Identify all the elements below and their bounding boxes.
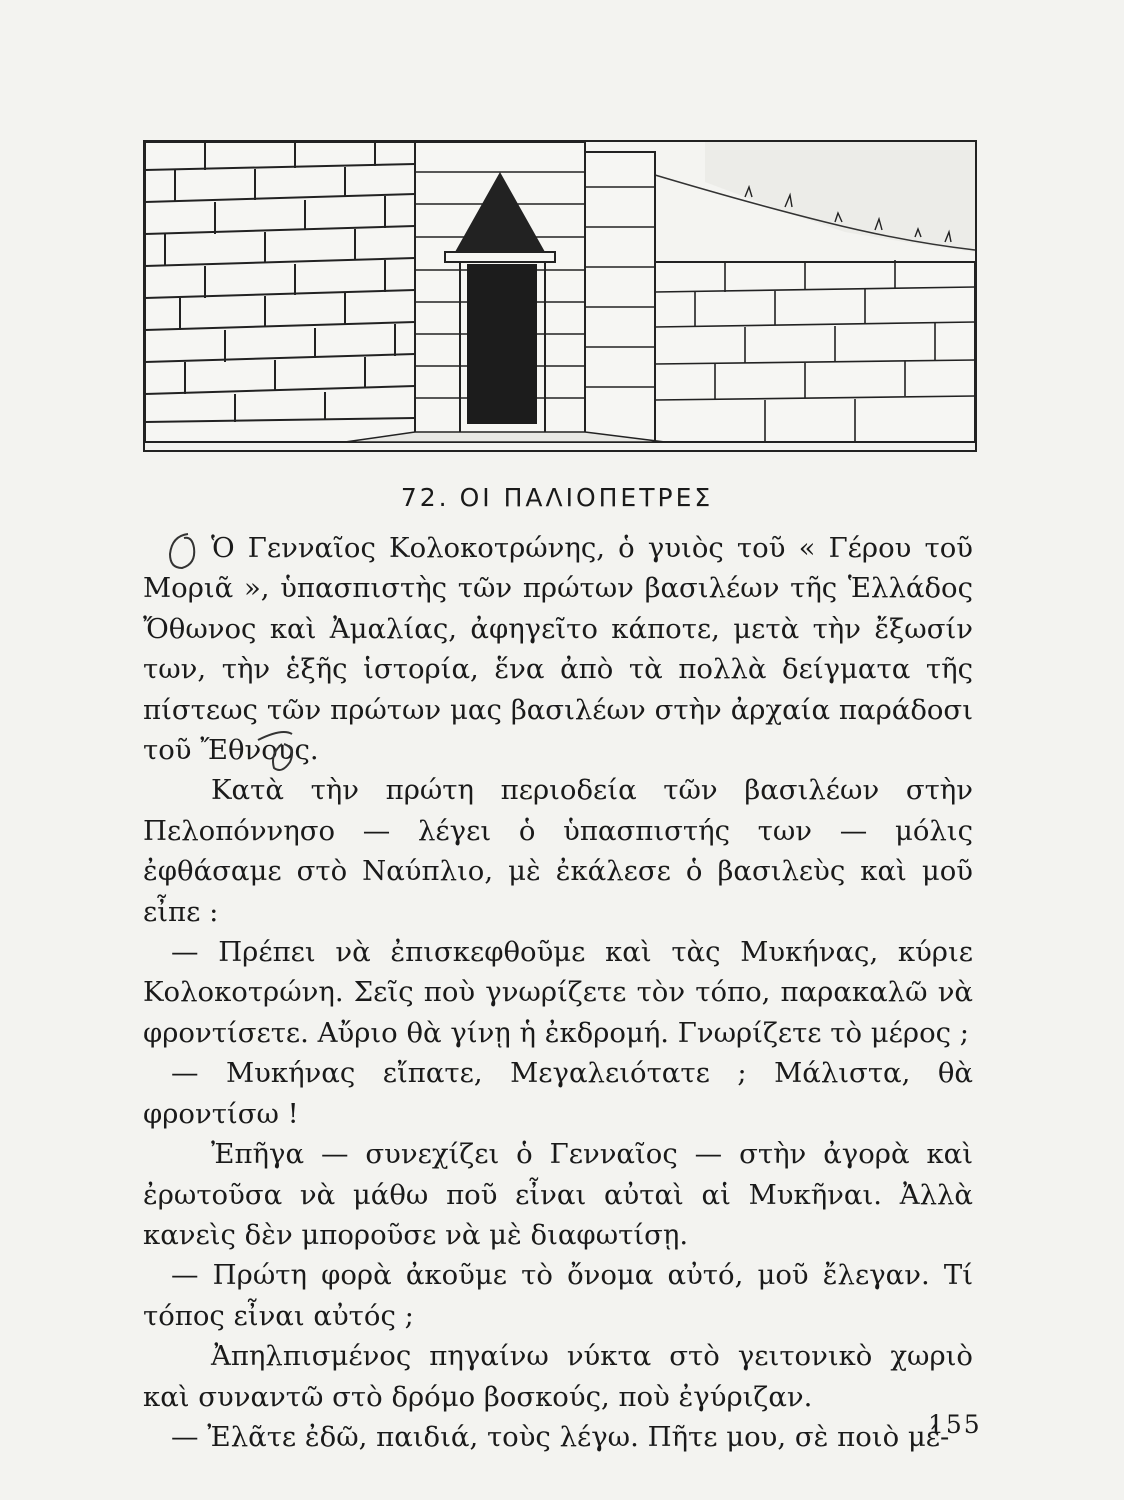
paragraph: Ἀπηλπισμένος πηγαίνω νύκτα στὸ γειτονικὸ χωριὸ καὶ συναντῶ στὸ δρόμο βοσκούς, ποὺ ἐγύριζαν. xyxy=(143,1340,973,1413)
paragraph: Ὁ Γενναῖος Κολοκοτρώνης, ὁ γυιὸς τοῦ « Γέρου τοῦ Μοριᾶ », ὑπασπιστὴς τῶν πρώτων βασιλέων τῆς Ἑλλάδος Ὄθωνος καὶ Ἀμαλίας, ἀφηγεῖτο κάποτε, μετὰ τὴν ἔξωσίν των, τὴν ἑξῆς ἱστορία, ἕνα ἀπὸ τὰ πολλὰ δείγματα τῆς πίστεως τῶν πρώτων μας βασιλέων στὴν ἀρχαία παράδοσι τοῦ Ἔθνους. xyxy=(143,532,973,767)
page-number: 155 xyxy=(928,1410,982,1439)
chapter-number: 72. xyxy=(400,482,450,512)
dialogue-line: — Ἐλᾶτε ἐδῶ, παιδιά, τοὺς λέγω. Πῆτε μου, σὲ ποιὸ μέ- xyxy=(171,1420,950,1453)
dialogue-line: — Πρώτη φορὰ ἀκοῦμε τὸ ὄνομα αὐτό, μοῦ ἔλεγαν. Τί τόπος εἶναι αὐτός ; xyxy=(143,1259,973,1332)
body-text xyxy=(143,528,973,1457)
paragraph: Κατὰ τὴν πρώτη περιοδεία τῶν βασιλέων στὴν Πελοπόννησο — λέγει ὁ ὑπασπιστής των — μόλις ἐφθάσαμε στὸ Ναύπλιο, μὲ ἐκάλεσε ὁ βασιλεὺς καὶ μοῦ εἶπε : xyxy=(143,774,973,928)
dialogue-line: — Μυκήνας εἴπατε, Μεγαλειότατε ; Μάλιστα, θὰ φροντίσω ! xyxy=(143,1057,973,1130)
dialogue-line: — Πρέπει νὰ ἐπισκεφθοῦμε καὶ τὰς Μυκήνας, κύριε Κολοκοτρώνη. Σεῖς ποὺ γνωρίζετε τὸν τόπο, παρακαλῶ νὰ φροντίσετε. Αὔριο θὰ γίνῃ ἡ ἐκδρομή. Γνωρίζετε τὸ μέρος ; xyxy=(143,936,973,1049)
chapter-title: ΟΙ ΠΑΛΙΟΠΕΤΡΕΣ xyxy=(459,482,714,512)
illustration-mycenae-gate xyxy=(143,140,977,452)
stone-passage-drawing xyxy=(145,142,975,450)
paragraph: Ἐπῆγα — συνεχίζει ὁ Γενναῖος — στὴν ἀγορὰ καὶ ἐρωτοῦσα νὰ μάθω ποῦ εἶναι αὐταὶ αἱ Μυκῆναι. Ἀλλὰ κανεὶς δὲν μποροῦσε νὰ μὲ διαφωτίσῃ. xyxy=(143,1138,973,1251)
chapter-heading xyxy=(0,483,1124,512)
